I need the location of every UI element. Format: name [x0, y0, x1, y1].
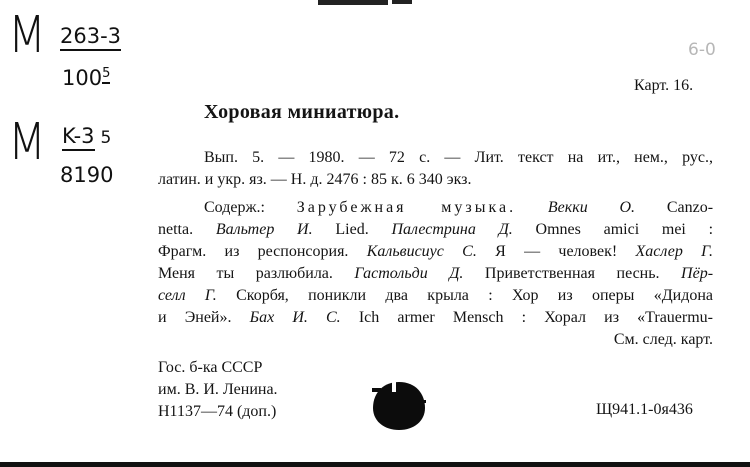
publication-line: латин. и укр. яз. — Н. д. 2476 : 85 к. 6 340 экз. — [158, 171, 472, 188]
handwritten-code-top: K-3 5 — [62, 124, 111, 148]
handwritten-code-top: 263-3 — [60, 24, 121, 48]
publication-line: Вып. 5. — 1980. — 72 с. — Лит. текст на ит., нем., рус., — [204, 149, 713, 166]
card-number: Карт. 16. — [634, 77, 694, 94]
publication-details — [158, 147, 713, 191]
handwritten-letter-m: M — [8, 6, 46, 65]
library-line: Н1137—74 (доп.) — [158, 403, 277, 420]
contents-line: и Эней». Бах И. С. Ich armer Mensch : Хорал из «Trauermu- — [158, 309, 713, 326]
contents-line: netta. Вальтер И. Lied. Палестрина Д. Omnes amici mei : — [158, 221, 714, 238]
contents-note — [158, 197, 713, 351]
library-imprint — [158, 357, 278, 423]
top-edge-mark — [318, 0, 388, 5]
handwritten-code-bottom: 8190 — [60, 163, 114, 187]
contents-line: Фрагм. из респонсория. Кальвисиус С. Я — человек! Хаслер Г. — [158, 243, 714, 260]
library-line: им. В. И. Ленина. — [158, 381, 278, 398]
top-edge-mark — [392, 0, 412, 4]
card-title: Хоровая миниатюра. — [204, 101, 400, 123]
contents-line: Содерж.: Зарубежная музыка. Векки О. Canzo- — [204, 199, 714, 216]
contents-line: Меня ты разлюбила. Гастольди Д. Приветственная песнь. Пёр- — [158, 265, 714, 282]
punch-hole-icon — [370, 380, 428, 432]
library-line: Гос. б-ка СССР — [158, 359, 263, 376]
handwritten-code-bottom: $100^5$ — [62, 66, 111, 90]
handwritten-letter-m: M — [8, 113, 46, 172]
continued-note: См. след. карт. — [613, 331, 713, 348]
contents-line: селл Г. Скорбя, поникли два крыла : Хор из оперы «Дидона — [158, 287, 713, 304]
card-bottom-edge — [0, 462, 750, 467]
faint-corner-mark: 6-0 — [688, 40, 716, 60]
shelf-mark: Щ941.1-0я436 — [596, 401, 693, 418]
